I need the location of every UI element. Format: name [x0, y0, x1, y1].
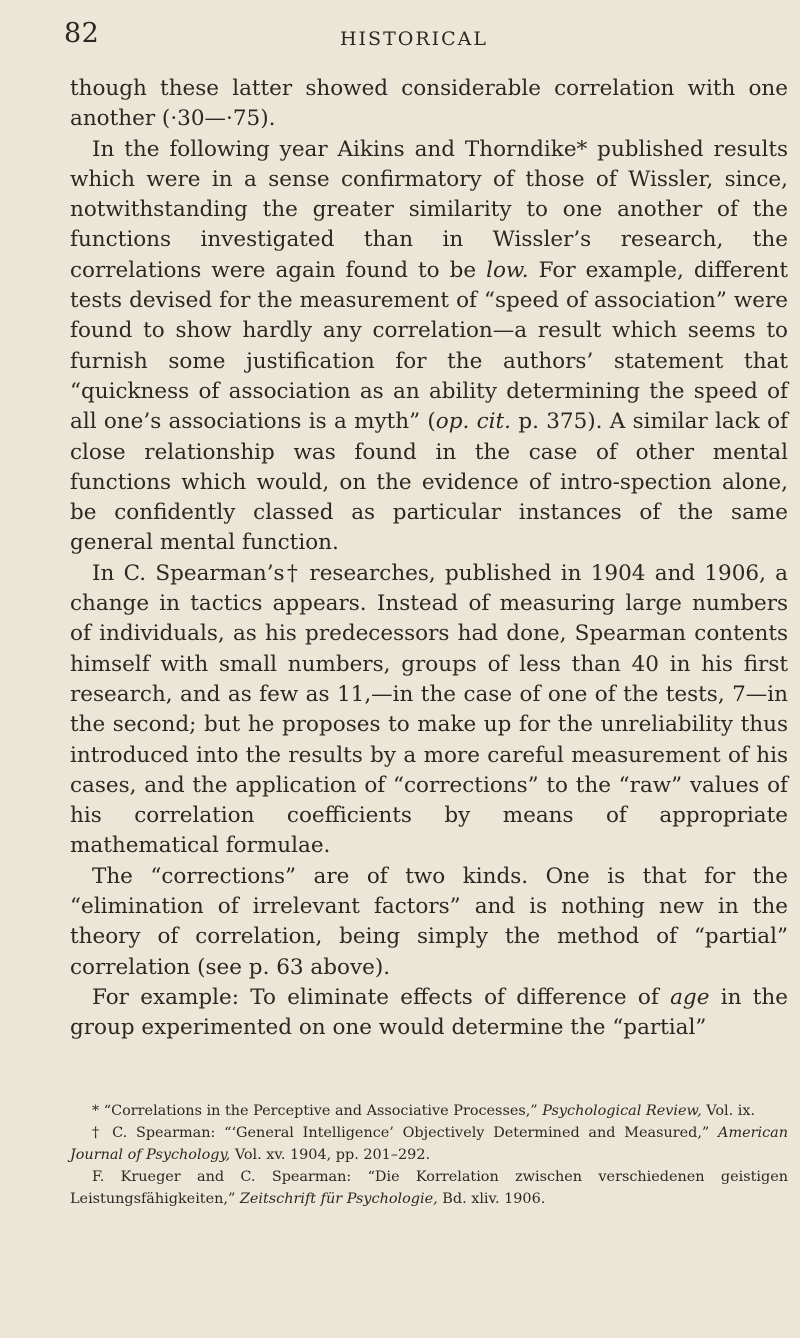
text-run: In the following year Aikins and Thorndike* published results which were in a sense confirmatory of those of Wissler, since, notwithstanding the greater similarity to one another of the functions investigated than in Wissler’s research, the correlations were again found to be	[70, 136, 788, 283]
footnote	[70, 1122, 788, 1166]
italic-text: Psychological Review,	[542, 1103, 702, 1119]
text-run: * “Correlations in the Perceptive and Associative Processes,”	[92, 1103, 543, 1119]
paragraph	[70, 983, 788, 1044]
running-head: HISTORICAL	[339, 28, 489, 50]
text-run: Vol. xv. 1904, pp. 201–292.	[230, 1147, 431, 1163]
text-run: † C. Spearman: “‘General Intelligence’ Objectively Determined and Measured,”	[92, 1125, 719, 1141]
text-run: Bd. xliv. 1906.	[437, 1191, 546, 1207]
italic-text: Zeitschrift für Psychologie,	[239, 1191, 438, 1207]
text-run: p. 375). A similar lack of close relationship was found in the case of other mental functions which would, on the evidence of intro-spection alone, be confidently classed as particular instances of the same general mental function.	[70, 409, 788, 556]
page-header	[64, 18, 764, 58]
text-run: The “corrections” are of two kinds. One is that for the “elimination of irrelevant factors” and is nothing new in the theory of correlation, being simply the method of “partial” correlation (see p. 63 above).	[70, 863, 788, 980]
paragraph	[70, 862, 788, 983]
footnote	[70, 1100, 788, 1122]
text-run: In C. Spearman’s† researches, published in 1904 and 1906, a change in tactics appears. Instead of measuring large numbers of individuals, as his predecessors had done, Spearman contents himself with small numbers, groups of less than 40 in his first research, and as few as 11,—in the case of one of the tests, 7—in the second; but he proposes to make up for the unreliability thus introduced into the results by a more careful measurement of his cases, and the application of “corrections” to the “raw” values of his correlation coefficients by means of appropriate mathematical formulae.	[70, 560, 788, 859]
text-run: F. Krueger and C. Spearman: “Die Korrelation zwischen verschiedenen geistigen Leistungsfähigkeiten,”	[70, 1169, 788, 1207]
paragraph	[70, 559, 788, 862]
italic-text: age	[670, 984, 710, 1010]
paragraph	[70, 74, 788, 135]
text-run: Vol. ix.	[701, 1103, 756, 1119]
footnotes	[70, 1100, 788, 1210]
body-text	[70, 74, 788, 1044]
text-run: For example, different tests devised for the measurement of “speed of association” were found to show hardly any correlation—a result which seems to furnish some justification for the authors’ statement that “quickness of association as an ability determining the speed of all one’s associations is a myth” (	[70, 257, 789, 435]
paragraph	[70, 135, 788, 559]
italic-text: American Journal of Psychology,	[70, 1125, 788, 1163]
text-run: in the group experimented on one would determine the “partial”	[70, 984, 789, 1041]
footnote	[70, 1166, 788, 1210]
italic-text: op. cit.	[435, 409, 512, 435]
text-run: though these latter showed considerable correlation with one another (·30—·75).	[70, 76, 788, 132]
page-number: 82	[64, 18, 100, 49]
text-run: For example: To eliminate effects of difference of	[92, 984, 671, 1010]
italic-text: low.	[486, 257, 529, 283]
